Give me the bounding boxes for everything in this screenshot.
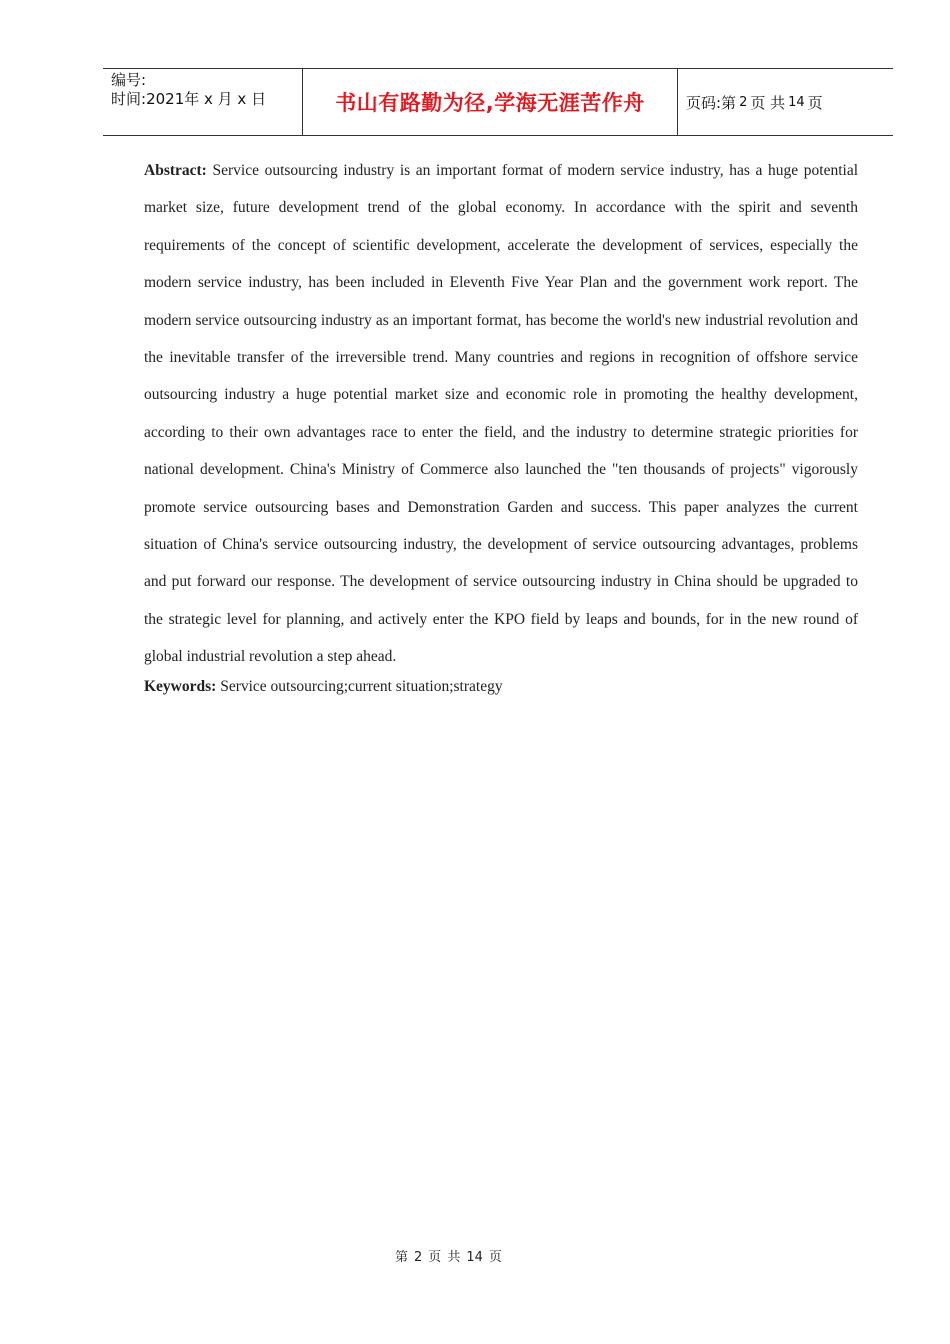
time-year: 2021 xyxy=(146,90,185,108)
page-label: 页码:第 xyxy=(686,93,737,112)
header-page-info xyxy=(678,69,893,135)
page-mid: 页 共 xyxy=(750,93,786,112)
abstract-paragraph xyxy=(144,152,858,676)
abstract-label: Abstract: xyxy=(144,162,207,179)
footer-total: 14 xyxy=(466,1250,483,1265)
header-motto: 书山有路勤为径,学海无涯苦作舟 xyxy=(303,69,678,135)
page-total: 14 xyxy=(788,94,805,110)
footer-ye-end: 页 xyxy=(488,1250,502,1265)
footer-page: 2 xyxy=(414,1250,423,1265)
keywords-text: Service outsourcing;current situation;strategy xyxy=(220,677,503,695)
time-label: 时间: xyxy=(111,90,147,108)
abstract-text: Service outsourcing industry is an important format of modern service industry, has a huge potential market size, future development trend of the global economy. In accordance with the spirit and seventh requirements of the concept of scientific development, accelerate the development of services, especially the modern service industry, has been included in Eleventh Five Year Plan and the government work report. The modern service outsourcing industry as an important format, has become the world's new industrial revolution and the inevitable transfer of the irreversible trend. Many countries and regions in recognition of offshore service outsourcing industry a huge potential market size and economic role in promoting the healthy development, according to their own advantages race to enter the field, and the industry to determine strategic priorities for national development. China's Ministry of Commerce also launched the "ten thousands of projects" vigorously promote service outsourcing bases and Demonstration Garden and success. This paper analyzes the current situation of China's service outsourcing industry, the development of service outsourcing advantages, problems and put forward our response. The development of service outsourcing industry in China should be upgraded to the strategic level for planning, and actively enter the KPO field by leaps and bounds, for in the new round of global industrial revolution a step ahead. xyxy=(144,162,859,666)
page-current: 2 xyxy=(739,94,748,110)
time-line xyxy=(111,90,302,109)
footer-ye: 页 xyxy=(428,1250,442,1265)
footer-gong: 共 xyxy=(447,1250,461,1265)
keywords-paragraph xyxy=(144,673,858,701)
page-footer xyxy=(0,1246,950,1265)
page-end: 页 xyxy=(807,93,823,112)
time-rest: 年 x 月 x 日 xyxy=(184,90,267,108)
page-header xyxy=(103,68,893,136)
keywords-label: Keywords: xyxy=(144,677,217,695)
header-meta xyxy=(103,69,303,135)
serial-label: 编号: xyxy=(111,71,147,89)
document-body xyxy=(144,152,858,701)
footer-di: 第 xyxy=(395,1250,409,1265)
